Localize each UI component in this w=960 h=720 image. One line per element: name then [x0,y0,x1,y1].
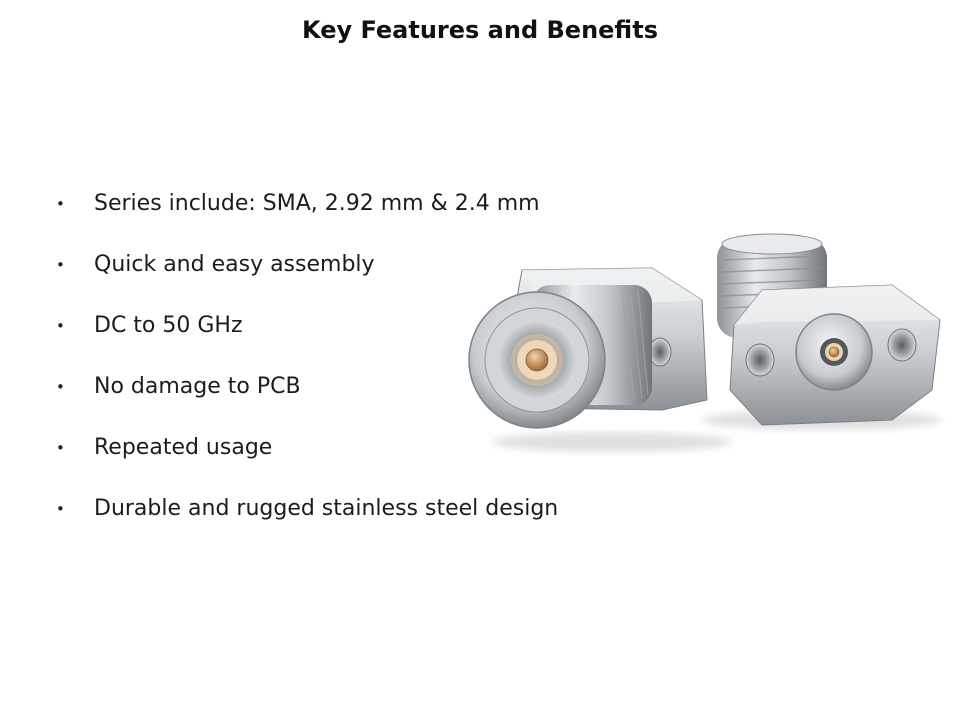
bullet-icon: • [56,378,65,396]
bullet-icon: • [56,500,65,518]
bullet-text: DC to 50 GHz [94,313,243,338]
bullet-text: Series include: SMA, 2.92 mm & 2.4 mm [94,191,540,216]
list-item [56,491,656,552]
bullet-text: Durable and rugged stainless steel design [94,496,559,521]
bullet-text: Repeated usage [94,435,273,460]
slide-title: Key Features and Benefits [302,16,658,44]
bullet-icon: • [56,256,65,274]
bullet-icon: • [56,195,65,213]
bullet-icon: • [56,439,65,457]
connector-photo [462,230,952,460]
bullet-text: No damage to PCB [94,374,301,399]
bullet-icon: • [56,317,65,335]
bullet-text: Quick and easy assembly [94,252,375,277]
